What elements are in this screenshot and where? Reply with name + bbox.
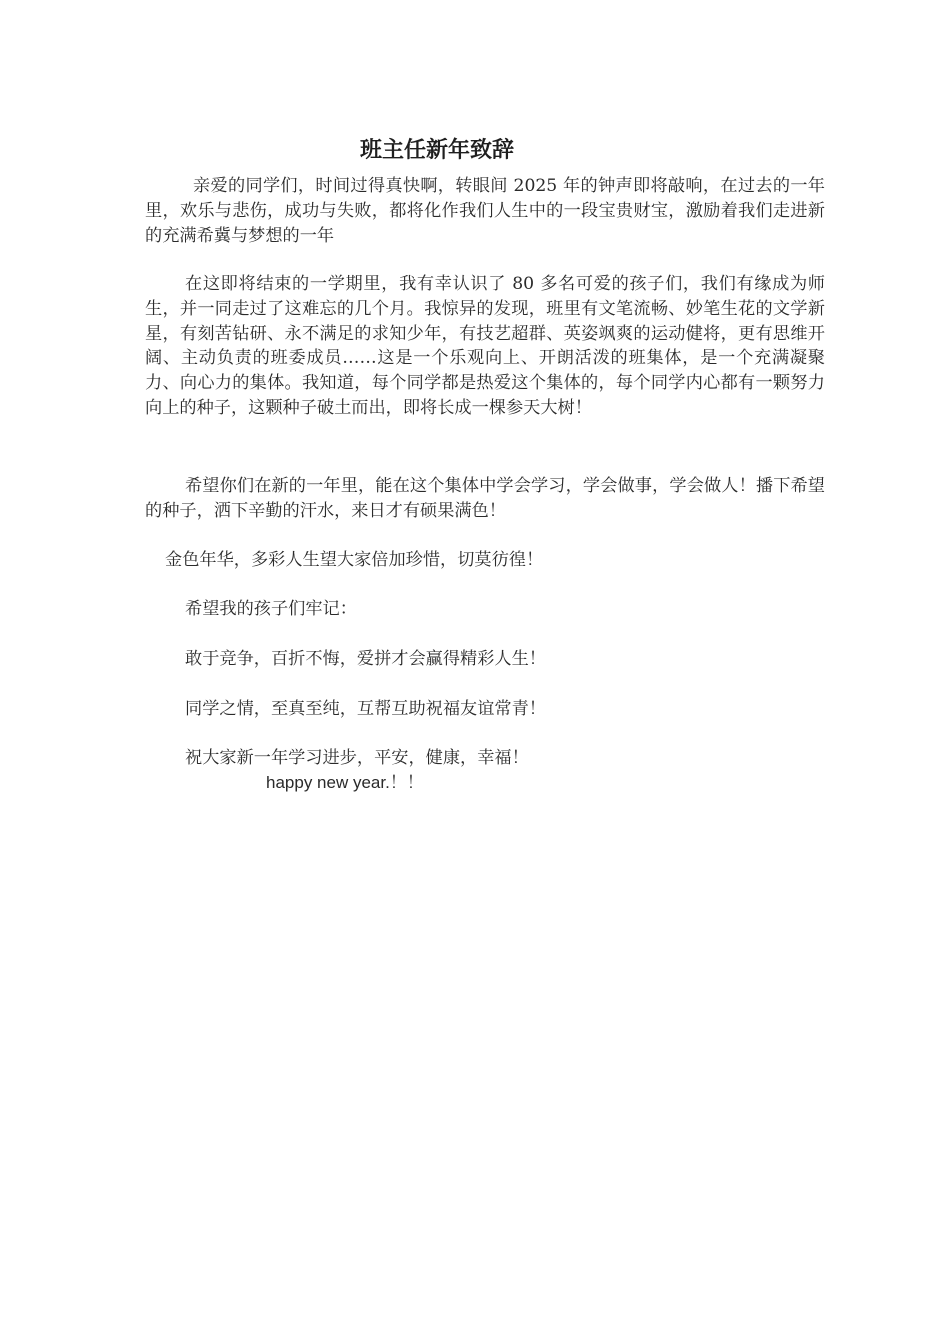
paragraph-hope: 希望你们在新的一年里，能在这个集体中学会学习，学会做事，学会做人！播下希望的种子，洒下辛勤的汗水，来日才有硕果满色！ bbox=[145, 476, 825, 521]
paragraph-greeting: 亲爱的同学们，时间过得真快啊，转眼间 2025 年的钟声即将敲响，在过去的一年里，欢乐与悲伤，成功与失败，都将化作我们人生中的一段宝贵财宝，激励着我们走进新的充满希冀与梦想的一年 bbox=[145, 176, 825, 246]
line-remember: 希望我的孩子们牢记： bbox=[185, 599, 357, 619]
line-cherish-youth: 金色年华，多彩人生望大家倍加珍惜，切莫彷徨！ bbox=[165, 550, 544, 570]
line-happy-new-year: happy new year.！！ bbox=[266, 773, 424, 792]
line-blessing: 祝大家新一年学习进步，平安，健康，幸福！ bbox=[185, 748, 529, 768]
document-title: 班主任新年致辞 bbox=[359, 137, 514, 163]
line-compete: 敢于竞争，百折不悔，爱拼才会赢得精彩人生！ bbox=[185, 649, 546, 669]
paragraph-class-review: 在这即将结束的一学期里，我有幸认识了 80 多名可爱的孩子们，我们有缘成为师生，并一同走过了这难忘的几个月。我惊异的发现，班里有文笔流畅、妙笔生花的文学新星，有刻苦钻研、永不满足的求知少年，有技艺超群、英姿飒爽的运动健将，更有思维开阔、主动负责的班委成员……这是一个乐观向上、开朗活泼的班集体，是一个充满凝聚力、向心力的集体。我知道，每个同学都是热爱这个集体的，每个同学内心都有一颗努力向上的种子，这颗种子破土而出，即将长成一棵参天大树！ bbox=[145, 274, 825, 418]
line-friendship: 同学之情，至真至纯，互帮互助祝福友谊常青！ bbox=[185, 699, 546, 719]
